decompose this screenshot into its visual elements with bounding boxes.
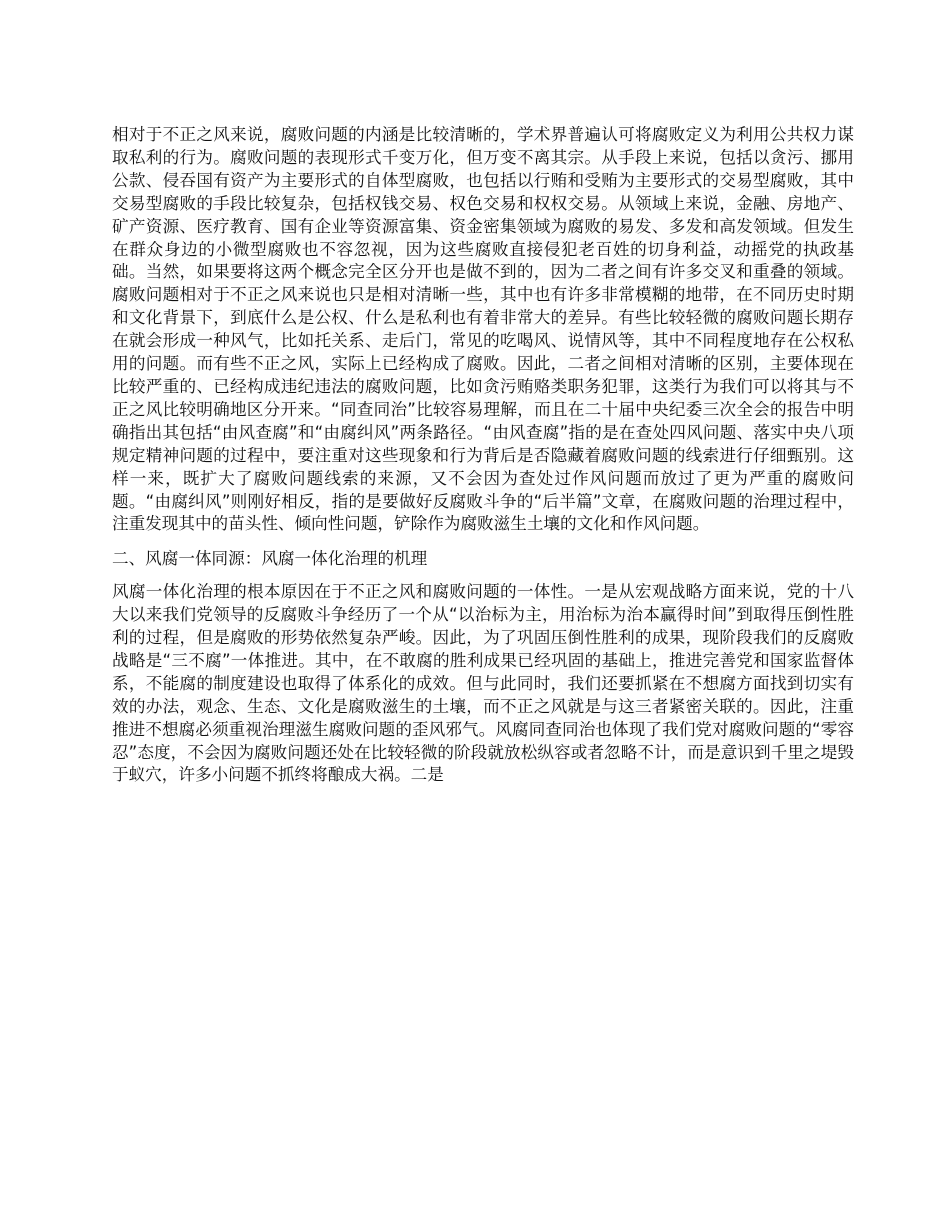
document-body: [112, 124, 854, 787]
paragraph-corruption-definition: 相对于不正之风来说，腐败问题的内涵是比较清晰的，学术界普遍认可将腐败定义为利用公共权力谋取私利的行为。腐败问题的表现形式千变万化，但万变不离其宗。从手段上来说，包括以贪污、挪用公款、侵吞国有资产为主要形式的自体型腐败，也包括以行贿和受贿为主要形式的交易型腐败，其中交易型腐败的手段比较复杂，包括权钱交易、权色交易和权权交易。从领域上来说，金融、房地产、矿产资源、医疗教育、国有企业等资源富集、资金密集领域为腐败的易发、多发和高发领域。但发生在群众身边的小微型腐败也不容忽视，因为这些腐败直接侵犯老百姓的切身利益，动摇党的执政基础。当然，如果要将这两个概念完全区分开也是做不到的，因为二者之间有许多交叉和重叠的领域。腐败问题相对于不正之风来说也只是相对清晰一些，其中也有许多非常模糊的地带，在不同历史时期和文化背景下，到底什么是公权、什么是私利也有着非常大的差异。有些比较轻微的腐败问题长期存在就会形成一种风气，比如托关系、走后门，常见的吃喝风、说情风等，其中不同程度地存在公权私用的问题。而有些不正之风，实际上已经构成了腐败。因此，二者之间相对清晰的区别，主要体现在比较严重的、已经构成违纪违法的腐败问题，比如贪污贿赂类职务犯罪，这类行为我们可以将其与不正之风比较明确地区分开来。“同查同治”比较容易理解，而且在二十届中央纪委三次全会的报告中明确指出其包括“由风查腐”和“由腐纠风”两条路径。“由风查腐”指的是在查处四风问题、落实中央八项规定精神问题的过程中，要注重对这些现象和行为背后是否隐藏着腐败问题的线索进行仔细甄别。这样一来，既扩大了腐败问题线索的来源，又不会因为查处过作风问题而放过了更为严重的腐败问题。“由腐纠风”则刚好相反，指的是要做好反腐败斗争的“后半篇”文章，在腐败问题的治理过程中，注重发现其中的苗头性、倾向性问题，铲除作为腐败滋生土壤的文化和作风问题。: [112, 125, 854, 534]
paragraph-integrated-governance: 风腐一体化治理的根本原因在于不正之风和腐败问题的一体性。一是从宏观战略方面来说，党的十八大以来我们党领导的反腐败斗争经历了一个从“以治标为主，用治标为治本赢得时间”到取得压倒性胜利的过程，但是腐败的形势依然复杂严峻。因此，为了巩固压倒性胜利的成果，现阶段我们的反腐败战略是“三不腐”一体推进。其中，在不敢腐的胜利成果已经巩固的基础上，推进完善党和国家监督体系，不能腐的制度建设也取得了体系化的成效。但与此同时，我们还要抓紧在不想腐方面找到切实有效的办法，观念、生态、文化是腐败滋生的土壤，而不正之风就是与这三者紧密关联的。因此，注重推进不想腐必须重视治理滋生腐败问题的歪风邪气。风腐同查同治也体现了我们党对腐败问题的“零容忍”态度，不会因为腐败问题还处在比较轻微的阶段就放松纵容或者忽略不计，而是意识到千里之堤毁于蚁穴，许多小问题不抓终将酿成大祸。二是: [112, 582, 854, 785]
section-heading-mechanism: 二、风腐一体同源：风腐一体化治理的机理: [112, 549, 428, 569]
